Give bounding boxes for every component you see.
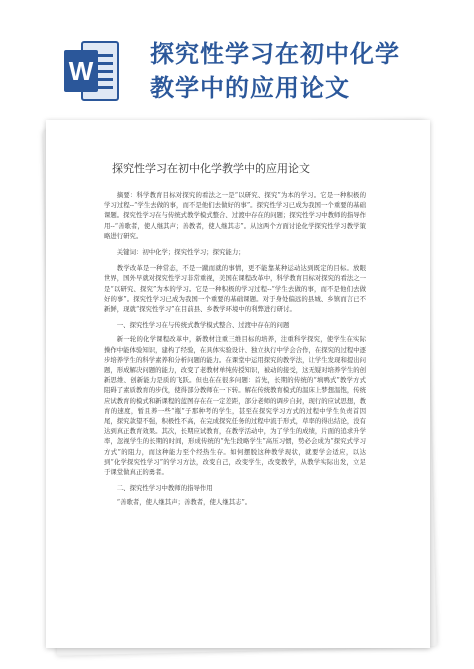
word-icon-letter: W — [68, 56, 94, 86]
page-title-line-1: 探究性学习在初中化学 — [150, 40, 400, 68]
page-header — [0, 0, 474, 110]
word-icon — [62, 40, 120, 102]
document-body — [104, 190, 366, 635]
section-heading-1: 一、探究性学习在与传统式教学模式整合、过渡中存在的问题 — [116, 321, 290, 330]
section-2-paragraph: “善歌者，使人继其声；善教者，使人继其志”。 — [116, 498, 252, 507]
intro-paragraph: 教学改革是一种常态，不是一蹴而就的事情，更不能靠某种运动达到既定的目标。放眼世界，国外早就对探究性学习非常重视，美国在课程改革中，科学教育目标对探究的看法之一是“以研究、探究”为本的学习。它是一种积极的学习过程--“学生去做的事，而不是他们去做好的事”。探究性学习已成为我国一个重要的基础课题。对于身处偏远的县城、乡镇而言已不新鲜，现就“探究性学习”在目前县、乡教学环境中的利弊进行研讨。 — [104, 264, 366, 314]
abstract-paragraph: 摘要：科学教育目标对探究的看法之一是“以研究、探究”为本的学习。它是一种积极的学习过程--“学生去做的事，而不是他们去做好的事”。探究性学习已成为我国一个重要的基础课题。探究性学习在与传统式教学模式整合、过渡中存在的问题；探究性学习中教师的指导作用--“善歌者，使人继其声；善教者，使人继其志”。从这两个方面讨论化学探究性学习教学策略进行研究。 — [104, 191, 366, 240]
document-preview — [40, 120, 436, 655]
section-1-paragraph: 新一轮的化学课程改革中，新教材注重三维目标的培养，注重科学探究，使学生在实际操作中能体验知识，建构了经验，在具体实验设计、独立执行中学会合作，在探究的过程中逐步培养学生的科学素养和分析问题的能力。在课堂中运用探究的教学法，让学生发现和提出问题，形成解决问题的能力，改变了老教材单纯传授知识，被动的接受，这无疑对培养学生的创新思维、创新能力是质的飞跃。但也在在很多问题：首先，长期的传统的“填鸭式”教学方式阻碍了素质教育的步伐，使得部分教师在一下转。解在传统教育模式的温床上梦想温饱，传统应试教育的模式和新课程的蓝图存在在一定差距，部分老师的调步自封，现行的应试思想，教育的速度，暂且养一些“瓶”子那种考的学生，甚至在探究学习方式的过程中学生负责首因尾，探究款望不强，积极性不高，在完成探究任务的过程中流于形式，草率的得出结论，没有达到真正教育效果。其次，长期应试教育，在教学活动中，为了学生的成绩，片面的追求升学率，忽视学生的长期的时间，形成传统的“先生段略学生”高压习惯，势必会成为“探究式学习方式”的阻力，而这种能力至个经热生存。如何摆脱这种教学现状，就要学会适应，以达到“化学探究性学习”的学习方法，改变自己，改变学生，改变教学，从教学实际出发，立足于课堂做真正的勇者。 — [104, 335, 366, 477]
section-heading-2: 二、探究性学习中教师的指导作用 — [116, 484, 213, 493]
paper-sheet — [46, 120, 430, 648]
keywords-paragraph: 关键词：初中化学；探究性学习；探究能力； — [116, 248, 245, 257]
document-title: 探究性学习在初中化学教学中的应用论文 — [112, 162, 310, 175]
page-title-line-2: 教学中的应用论文 — [150, 74, 350, 102]
